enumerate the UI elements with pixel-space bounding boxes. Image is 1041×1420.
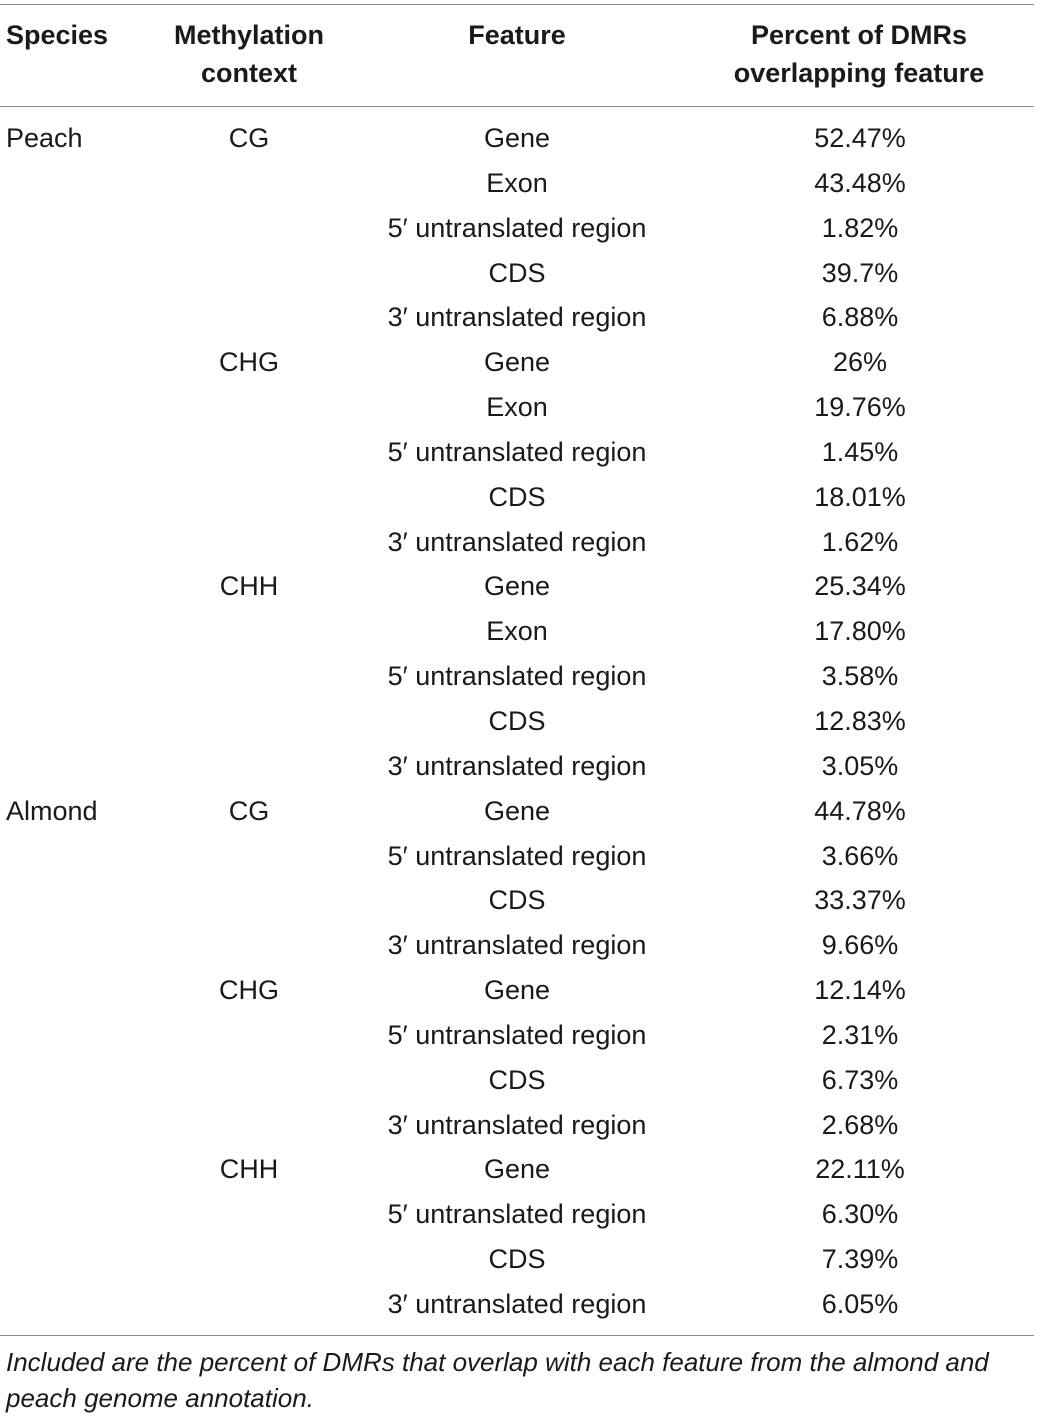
header-divider-rule	[0, 106, 1034, 107]
table-row	[0, 834, 1041, 879]
table-row	[0, 1103, 1041, 1148]
feature-cell: 3′ untranslated region	[387, 930, 647, 961]
table-row	[0, 609, 1041, 654]
table-row	[0, 1282, 1041, 1327]
methylation-context-cell: CG	[228, 795, 270, 826]
percent-cell: 6.05%	[821, 1288, 899, 1319]
feature-cell: 5′ untranslated region	[387, 661, 647, 692]
feature-cell: CDS	[488, 481, 546, 512]
percent-cell: 9.66%	[821, 930, 899, 961]
percent-cell: 6.73%	[821, 1064, 899, 1095]
percent-cell: 3.05%	[821, 750, 899, 781]
table-row	[0, 385, 1041, 430]
feature-cell: 3′ untranslated region	[387, 302, 647, 333]
methylation-context-cell: CHH	[219, 571, 279, 602]
table-row	[0, 1192, 1041, 1237]
percent-cell: 25.34%	[814, 571, 906, 602]
methylation-context-cell: CHH	[219, 1154, 279, 1185]
column-header-methylation-context: Methylation context	[173, 20, 324, 88]
percent-cell: 19.76%	[814, 392, 906, 423]
table-row	[0, 520, 1041, 565]
table-row	[0, 161, 1041, 206]
percent-cell: 2.31%	[821, 1019, 899, 1050]
table-row	[0, 968, 1041, 1013]
feature-cell: 5′ untranslated region	[387, 840, 647, 871]
feature-cell: Exon	[486, 167, 548, 198]
feature-cell: Exon	[486, 616, 548, 647]
methylation-context-cell: CG	[228, 123, 270, 153]
percent-cell: 33.37%	[814, 885, 906, 916]
feature-cell: 5′ untranslated region	[387, 1199, 647, 1230]
feature-cell: Gene	[483, 975, 551, 1006]
percent-cell: 7.39%	[821, 1244, 899, 1275]
feature-cell: CDS	[488, 257, 546, 288]
percent-cell: 6.30%	[821, 1199, 899, 1230]
table-row	[0, 923, 1041, 968]
column-header-species: Species	[6, 20, 109, 50]
table-row	[0, 744, 1041, 789]
table-row	[0, 206, 1041, 251]
percent-cell: 1.62%	[821, 526, 899, 557]
percent-cell: 6.88%	[821, 302, 899, 333]
percent-cell: 26%	[832, 347, 888, 378]
table-row	[0, 654, 1041, 699]
feature-cell: Gene	[483, 571, 551, 602]
feature-cell: Gene	[483, 347, 551, 378]
column-header-percent: Percent of DMRs overlapping feature	[733, 20, 985, 88]
feature-cell: CDS	[488, 885, 546, 916]
percent-cell: 1.45%	[821, 436, 899, 467]
table-row	[0, 564, 1041, 609]
percent-cell: 43.48%	[814, 167, 906, 198]
feature-cell: CDS	[488, 705, 546, 736]
table-row	[0, 1013, 1041, 1058]
feature-cell: 5′ untranslated region	[387, 212, 647, 243]
feature-cell: CDS	[488, 1244, 546, 1275]
feature-cell: Gene	[483, 1154, 551, 1185]
table-row	[0, 430, 1041, 475]
percent-cell: 3.66%	[821, 840, 899, 871]
percent-cell: 1.82%	[821, 212, 899, 243]
feature-cell: 3′ untranslated region	[387, 1288, 647, 1319]
percent-cell: 3.58%	[821, 661, 899, 692]
table-row	[0, 295, 1041, 340]
percent-cell: 18.01%	[814, 481, 906, 512]
table-row	[0, 340, 1041, 385]
methylation-context-cell: CHG	[219, 975, 279, 1006]
table-row	[0, 116, 1041, 161]
feature-cell: 3′ untranslated region	[387, 750, 647, 781]
percent-cell: 22.11%	[815, 1154, 905, 1185]
methylation-context-cell: CHG	[219, 347, 279, 378]
percent-cell: 52.47%	[814, 123, 906, 153]
species-cell: Peach	[6, 123, 83, 153]
percent-cell: 39.7%	[821, 257, 899, 288]
species-cell: Almond	[6, 795, 98, 826]
feature-cell: CDS	[488, 1064, 546, 1095]
table-row	[0, 475, 1041, 520]
column-header-feature: Feature	[468, 20, 566, 50]
table-row	[0, 699, 1041, 744]
feature-cell: Gene	[483, 123, 551, 153]
table-top-rule	[0, 4, 1034, 5]
percent-cell: 12.83%	[814, 705, 906, 736]
table-row	[0, 1147, 1041, 1192]
table-row	[0, 1058, 1041, 1103]
feature-cell: 5′ untranslated region	[387, 1019, 647, 1050]
table-row	[0, 878, 1041, 923]
feature-cell: 3′ untranslated region	[387, 1109, 647, 1140]
table-row	[0, 1237, 1041, 1282]
percent-cell: 17.80%	[814, 616, 906, 647]
feature-cell: Gene	[483, 795, 551, 826]
table-body	[0, 116, 1041, 1327]
table-footnote: Included are the percent of DMRs that overlap with each feature from the almond and peach genome annotation.	[6, 1347, 989, 1413]
table-row	[0, 789, 1041, 834]
table-bottom-rule	[0, 1335, 1034, 1336]
feature-cell: 3′ untranslated region	[387, 526, 647, 557]
feature-cell: Exon	[486, 392, 548, 423]
percent-cell: 12.14%	[814, 975, 906, 1006]
percent-cell: 2.68%	[821, 1109, 899, 1140]
feature-cell: 5′ untranslated region	[387, 436, 647, 467]
table-row	[0, 251, 1041, 296]
percent-cell: 44.78%	[814, 795, 906, 826]
